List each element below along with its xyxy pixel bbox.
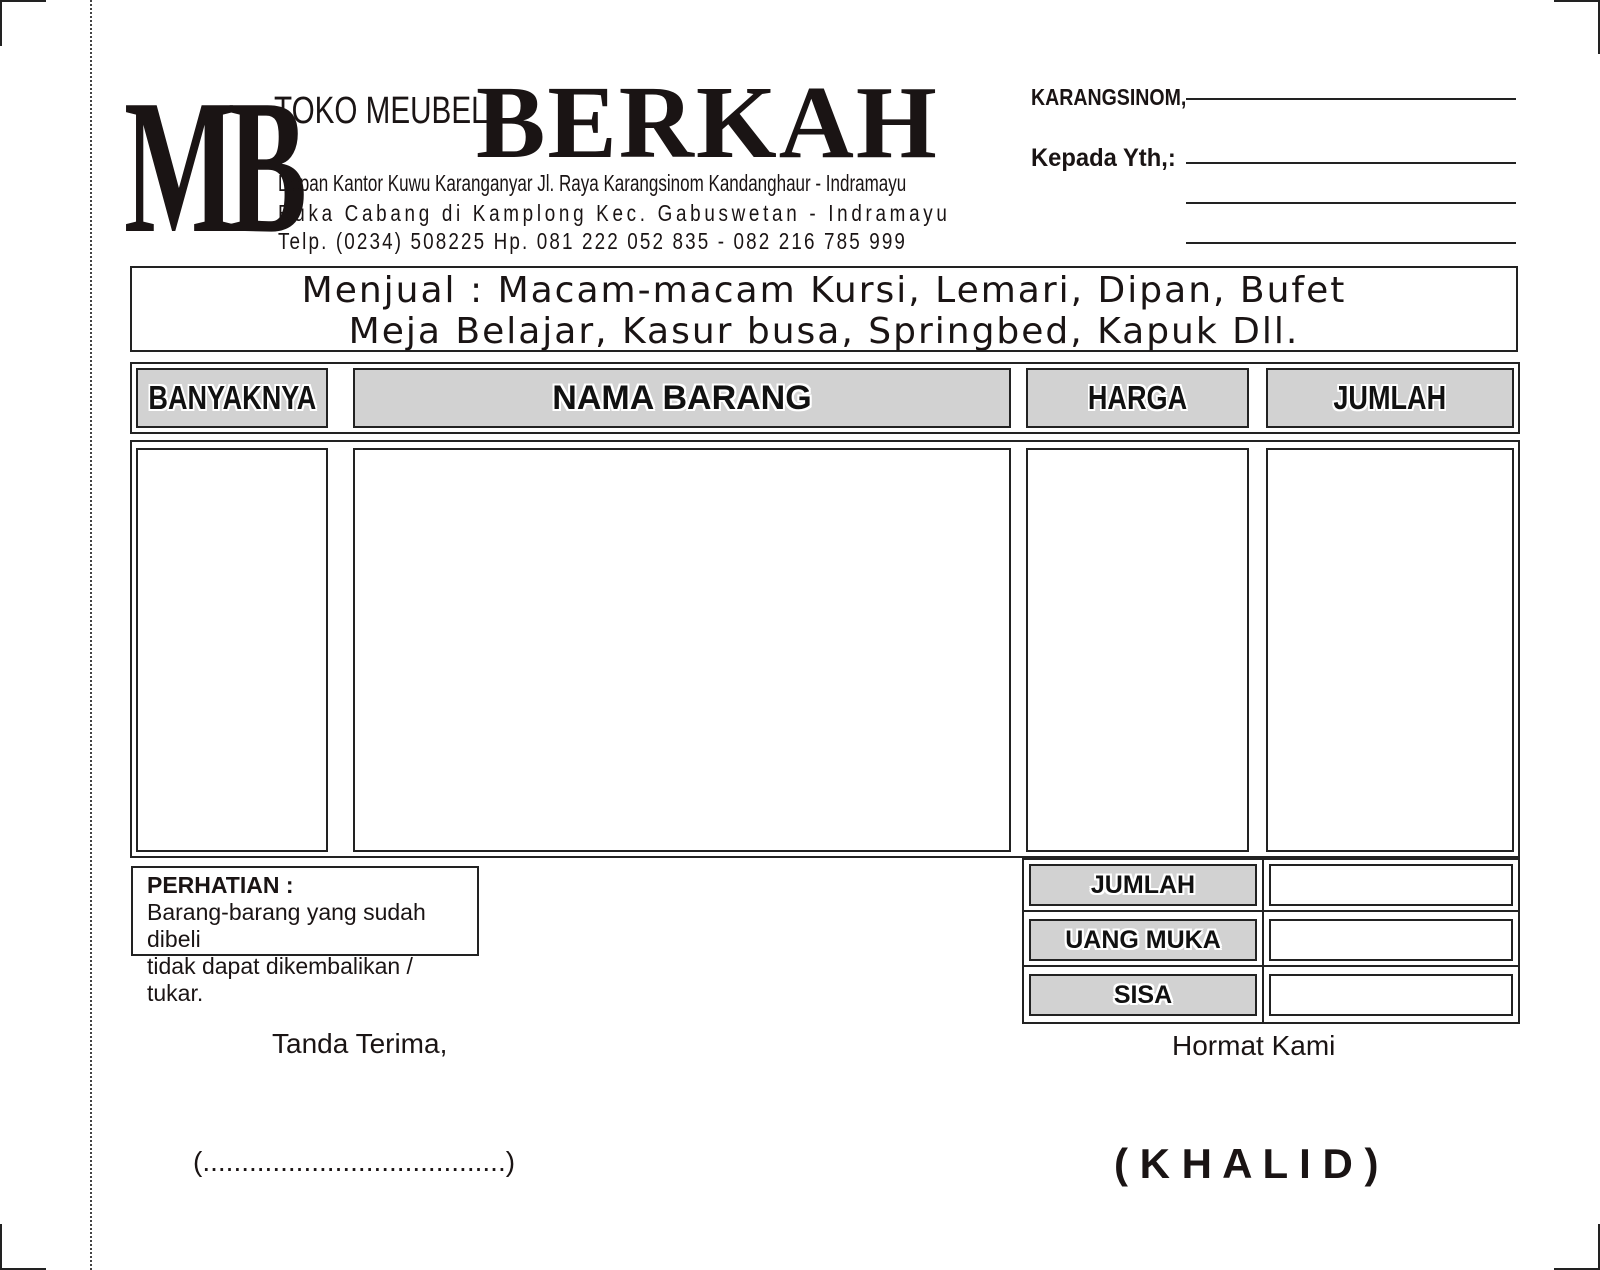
place-label: KARANGSINOM,: [1031, 84, 1187, 110]
totals-divider-2: [1022, 965, 1520, 967]
down-payment-value-field[interactable]: [1269, 919, 1513, 961]
receiver-label: Tanda Terima,: [272, 1028, 448, 1059]
shop-type: TOKO MEUBEL: [274, 90, 488, 132]
seller-name: ( K H A L I D ): [1114, 1140, 1379, 1187]
notice-line-2: tidak dapat dikembalikan / tukar.: [147, 953, 413, 1006]
price-column-cell[interactable]: [1026, 448, 1249, 852]
seller-label: Hormat Kami: [1172, 1030, 1336, 1061]
total-label: JUMLAH: [1090, 870, 1196, 899]
remaining-label: SISA: [1113, 980, 1173, 1009]
shop-phone: Telp. (0234) 508225 Hp. 081 222 052 835 - 082 216 785 999: [278, 228, 908, 254]
column-header-amount-label: JUMLAH: [1333, 379, 1447, 416]
perforation-line: [90, 0, 92, 1270]
recipient-line-3[interactable]: [1186, 242, 1516, 244]
remaining-label-cell: [1029, 974, 1257, 1016]
down-payment-label-cell: [1029, 919, 1257, 961]
crop-mark-bottom-left-v: [0, 1224, 2, 1270]
recipient-label: Kepada Yth,:: [1031, 144, 1176, 172]
shop-address-2: Buka Cabang di Kamplong Kec. Gabuswetan - Indramayu: [278, 200, 951, 226]
totals-divider-1: [1022, 910, 1520, 912]
totals-vertical-divider: [1262, 858, 1264, 1024]
products-banner-line-2: Meja Belajar, Kasur busa, Springbed, Kapuk Dll.: [348, 311, 1300, 352]
notice-line-1: Barang-barang yang sudah dibeli: [147, 899, 426, 952]
column-header-amount: [1266, 368, 1514, 428]
products-banner: [130, 266, 1518, 352]
column-header-item-name: [353, 368, 1011, 428]
quantity-column-cell[interactable]: [136, 448, 328, 852]
recipient-line-2[interactable]: [1186, 202, 1516, 204]
remaining-value-field[interactable]: [1269, 974, 1513, 1016]
recipient-line-1[interactable]: [1186, 162, 1516, 164]
receiver-signature-blank[interactable]: (.......................................): [193, 1146, 516, 1177]
column-header-quantity-label: BANYAKNYA: [148, 379, 316, 416]
notice-box: [131, 866, 479, 1006]
crop-mark-top-left-v: [0, 0, 2, 46]
notice-title: PERHATIAN :: [147, 872, 294, 898]
column-header-price: [1026, 368, 1249, 428]
date-line[interactable]: [1186, 98, 1516, 100]
column-header-price-label: HARGA: [1087, 379, 1188, 416]
column-header-item-name-label: NAMA BARANG: [552, 378, 812, 417]
item-name-column-cell[interactable]: [353, 448, 1011, 852]
crop-mark-top-right-h: [1554, 0, 1600, 2]
products-banner-line-1: Menjual : Macam-macam Kursi, Lemari, Dipan, Bufet: [301, 270, 1347, 311]
down-payment-label: UANG MUKA: [1065, 925, 1221, 954]
total-value-field[interactable]: [1269, 864, 1513, 906]
shop-name: BERKAH: [476, 65, 939, 180]
column-header-quantity: [136, 368, 328, 428]
shop-address-1: Depan Kantor Kuwu Karanganyar Jl. Raya Karangsinom Kandanghaur - Indramayu: [278, 170, 907, 196]
total-label-cell: [1029, 864, 1257, 906]
crop-mark-top-left-h: [0, 0, 46, 2]
amount-column-cell[interactable]: [1266, 448, 1514, 852]
shop-logo: MB: [124, 60, 299, 273]
